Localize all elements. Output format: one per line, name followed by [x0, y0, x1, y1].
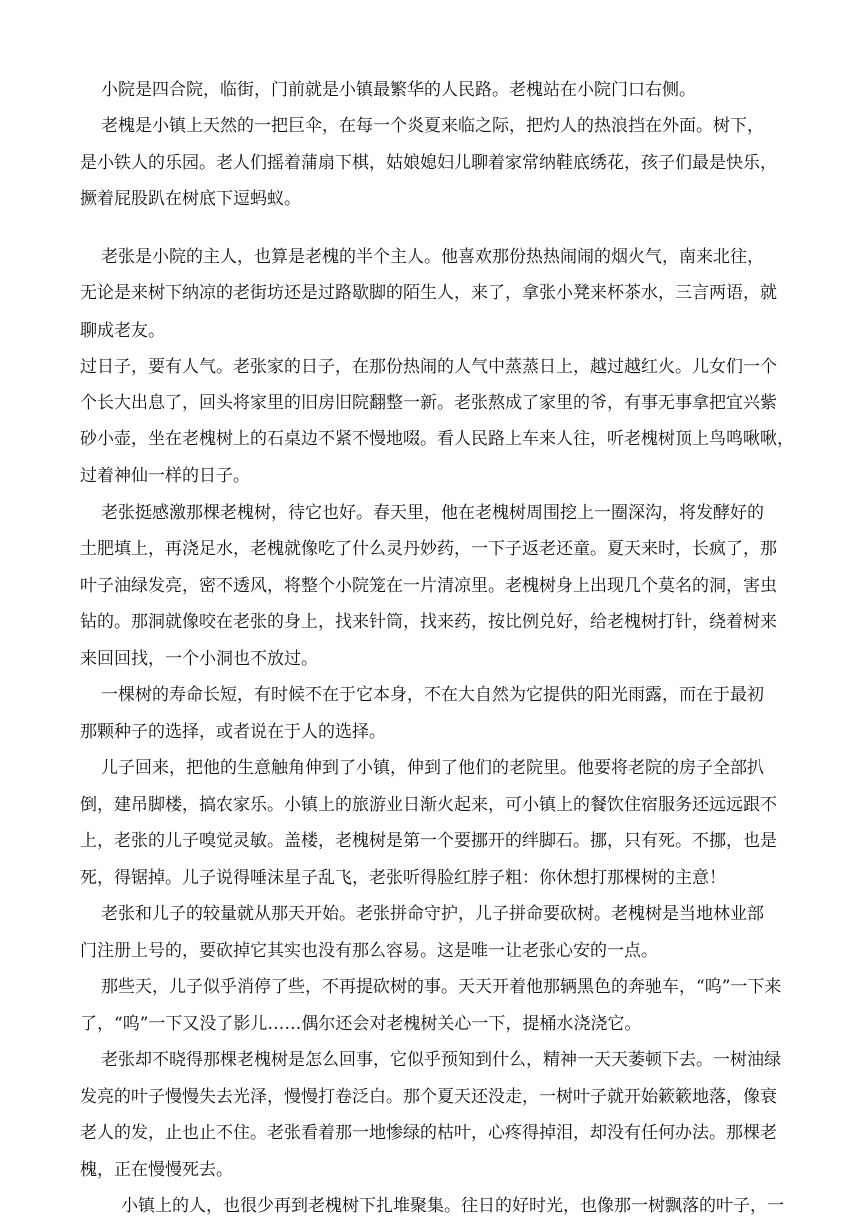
text-line: 那些天，儿子似乎消停了些，不再提砍树的事。天天开着他那辆黑色的奔驰车，“呜”一下来: [101, 977, 782, 997]
text-line: 无论是来树下纳凉的老街坊还是过路歇脚的陌生人，来了，拿张小凳来杯茶水，三言两语，就: [80, 283, 777, 303]
text-line: 那颗种子的选择，或者说在于人的选择。: [80, 722, 386, 742]
text-line: 一棵树的寿命长短，有时候不在于它本身，不在大自然为它提供的阳光雨露，而在于最初: [101, 685, 764, 705]
text-line: 老槐是小镇上天然的一把巨伞，在每一个炎夏来临之际，把灼人的热浪挡在外面。树下，: [101, 116, 764, 136]
text-line: 上，老张的儿子嗅觉灵敏。盖楼，老槐树是第一个要挪开的绊脚石。挪，只有死。不挪，也是: [80, 831, 777, 851]
text-line: 钻的。那洞就像咬在老张的身上，找来针筒，找来药，按比例兑好，给老槐树打针，绕着树来: [80, 612, 777, 632]
text-line: 老张是小院的主人，也算是老槐的半个主人。他喜欢那份热热闹闹的烟火气，南来北往，: [101, 247, 764, 267]
text-line: 个长大出息了，回头将家里的旧房旧院翻整一新。老张熬成了家里的爷，有事无事拿把宜兴紫: [80, 393, 777, 413]
text-line: 聊成老友。: [80, 321, 165, 341]
text-line: 小镇上的人，也很少再到老槐树下扎堆聚集。往日的好时光，也像那一树飘落的叶子，一: [121, 1196, 784, 1216]
text-line: 是小铁人的乐园。老人们摇着蒲扇下棋，姑娘媳妇儿聊着家常纳鞋底绣花，孩子们最是快乐，: [80, 153, 777, 173]
text-line: 老张却不晓得那棵老槐树是怎么回事，它似乎预知到什么，精神一天天萎顿下去。一树油绿: [101, 1050, 781, 1070]
text-line: 死，得锯掉。儿子说得唾沫星子乱飞，老张听得脸红脖子粗：你休想打那棵树的主意！: [80, 868, 726, 888]
text-line: 砂小壶，坐在老槐树上的石桌边不紧不慢地啜。看人民路上车来人往，听老槐树顶上鸟鸣啾啾，: [80, 429, 794, 449]
text-line: 叶子油绿发亮，密不透风，将整个小院笼在一片清凉里。老槐树身上出现几个莫名的洞，害虫: [80, 576, 777, 596]
text-line: 来回回找，一个小洞也不放过。: [80, 649, 318, 669]
text-line: 撅着屁股趴在树底下逗蚂蚁。: [80, 189, 301, 209]
text-line: 门注册上号的，要砍掉它其实也没有那么容易。这是唯一让老张心安的一点。: [80, 941, 658, 961]
text-line: 土肥填上，再浇足水，老槐就像吃了什么灵丹妙药，一下子返老还童。夏天来时，长疯了，那: [80, 539, 777, 559]
text-line: 儿子回来，把他的生意触角伸到了小镇，伸到了他们的老院里。他要将老院的房子全部扒: [101, 758, 764, 778]
text-line: 过日子，要有人气。老张家的日子，在那份热闹的人气中蒸蒸日上，越过越红火。儿女们一个: [80, 357, 777, 377]
text-line: 小院是四合院，临街，门前就是小镇最繁华的人民路。老槐站在小院门口右侧。: [101, 80, 696, 100]
text-line: 老人的发，止也止不住。老张看着那一地惨绿的枯叶，心疼得掉泪，却没有任何办法。那棵老: [80, 1123, 777, 1143]
text-line: 发亮的叶子慢慢失去光泽，慢慢打卷泛白。那个夏天还没走，一树叶子就开始簌簌地落，像衰: [80, 1087, 777, 1107]
text-line: 老张挺感激那棵老槐树，待它也好。春天里，他在老槐树周围挖上一圈深沟，将发酵好的: [101, 503, 764, 523]
text-line: 槐，正在慢慢死去。: [80, 1160, 233, 1180]
text-line: 过着神仙一样的日子。: [80, 466, 250, 486]
text-line: 老张和儿子的较量就从那天开始。老张拼命守护，儿子拼命要砍树。老槐树是当地林业部: [101, 904, 764, 924]
text-line: 了，“呜”一下又没了影儿……偶尔还会对老槐树关心一下，提桶水浇浇它。: [80, 1014, 642, 1034]
text-line: 倒，建吊脚楼，搞农家乐。小镇上的旅游业日渐火起来，可小镇上的餐饮住宿服务还远远跟不: [80, 795, 777, 815]
